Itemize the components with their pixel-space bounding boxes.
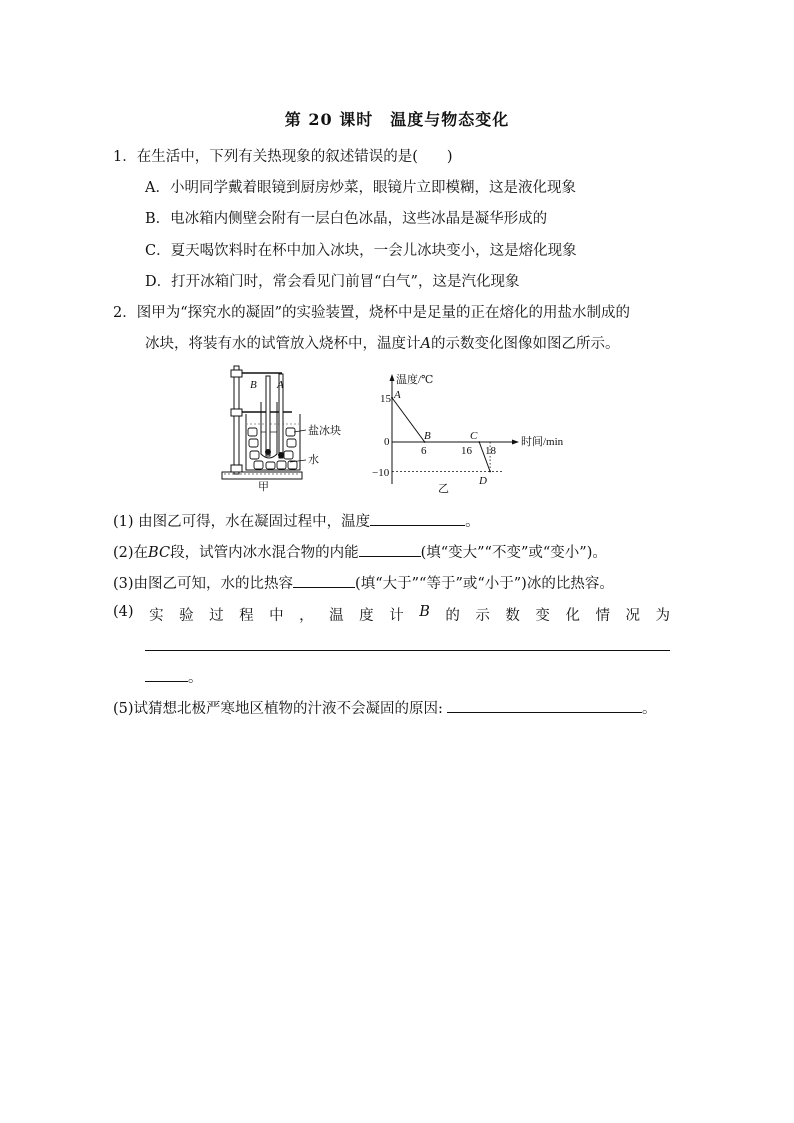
- answer-blank-1[interactable]: [370, 510, 465, 526]
- sub4-char: 实: [149, 608, 164, 624]
- q2-sub1: (1) 由图乙可得，水在凝固过程中，温度 。: [113, 510, 480, 531]
- q1-stem: 1．在生活中，下列有关热现象的叙述错误的是( ): [113, 149, 453, 165]
- answer-blank-4-line2[interactable]: [145, 666, 188, 682]
- sub4-char: 过: [209, 608, 224, 624]
- y-axis-label: 温度/℃: [396, 374, 434, 386]
- answer-blank-5[interactable]: [447, 697, 642, 713]
- sub4-char: B: [419, 604, 430, 620]
- sub4-char: 况: [625, 608, 640, 624]
- q2-stem-line2: 冰块，将装有水的试管放入烧杯中，温度计A的示数变化图像如图乙所示。: [145, 336, 620, 352]
- sub4-char: 温: [329, 608, 344, 624]
- caption-yi: 乙: [438, 483, 449, 494]
- sub4-char: 的: [445, 608, 460, 624]
- answer-blank-3[interactable]: [293, 572, 355, 588]
- q2-stem-line1: 2．图甲为“探究水的凝固”的实验装置，烧杯中是足量的正在熔化的用盐水制成的: [113, 305, 631, 321]
- q1-option-c: C．夏天喝饮料时在杯中加入冰块，一会儿冰块变小，这是熔化现象: [145, 243, 577, 259]
- sub4-char: 计: [389, 608, 404, 624]
- tick-16: 16: [461, 445, 472, 457]
- sub4-char: 情: [595, 608, 610, 624]
- q1-option-b: B．电冰箱内侧壁会附有一层白色冰晶，这些冰晶是凝华形成的: [145, 211, 548, 227]
- sub4-char: 程: [239, 608, 254, 624]
- x-axis-label: 时间/min: [521, 436, 564, 448]
- label-salt-ice: 盐冰块: [308, 425, 341, 437]
- point-b-label: B: [424, 430, 431, 442]
- tick-neg10: −10: [372, 467, 390, 479]
- page-title: 第 20 课时 温度与物态变化: [284, 110, 510, 129]
- tick-18: 18: [485, 445, 496, 457]
- sub4-char: 数: [505, 608, 520, 624]
- tick-0: 0: [384, 436, 390, 448]
- sub4-char: ，: [299, 608, 314, 624]
- q2-sub4-end: 。: [145, 666, 203, 687]
- tick-15: 15: [380, 393, 391, 405]
- sub4-char: 中: [269, 608, 284, 624]
- figure-jia-apparatus: [220, 362, 360, 492]
- sub4-char: 变: [535, 608, 550, 624]
- figure-yi-chart: [370, 372, 570, 494]
- point-a-label: A: [394, 389, 401, 401]
- sub4-char: 为: [655, 608, 670, 624]
- q1-option-a: A．小明同学戴着眼镜到厨房炒菜，眼镜片立即模糊，这是液化现象: [145, 180, 576, 196]
- sub4-char: 化: [565, 608, 580, 624]
- caption-jia: 甲: [258, 481, 269, 492]
- answer-blank-4-line1[interactable]: [145, 650, 670, 651]
- data-point: [478, 441, 480, 443]
- label-b: B: [250, 379, 257, 391]
- q2-sub5: (5)试猜想北极严寒地区植物的汁液不会凝固的原因: 。: [113, 697, 656, 718]
- label-water: 水: [308, 454, 319, 466]
- point-c-label: C: [470, 430, 478, 442]
- label-a: A: [277, 379, 284, 391]
- data-point: [489, 471, 491, 473]
- q1-option-d: D．打开冰箱门时，常会看见门前冒“白气”，这是汽化现象: [145, 274, 520, 290]
- q2-sub3: (3)由图乙可知，水的比热容 (填“大于”“等于”或“小于”)冰的比热容。: [113, 572, 614, 593]
- tick-6: 6: [421, 445, 427, 457]
- sub4-char: 验: [179, 608, 194, 624]
- data-point: [391, 397, 393, 399]
- sub4-char: 示: [475, 608, 490, 624]
- q2-sub4: [113, 604, 670, 625]
- sub4-char: (4): [113, 604, 134, 620]
- q2-sub2: (2)在BC段，试管内冰水混合物的内能 (填“变大”“不变”或“变小”)。: [113, 541, 607, 562]
- answer-blank-2[interactable]: [359, 541, 421, 557]
- sub4-char: 度: [359, 608, 374, 624]
- point-d-label: D: [479, 475, 487, 487]
